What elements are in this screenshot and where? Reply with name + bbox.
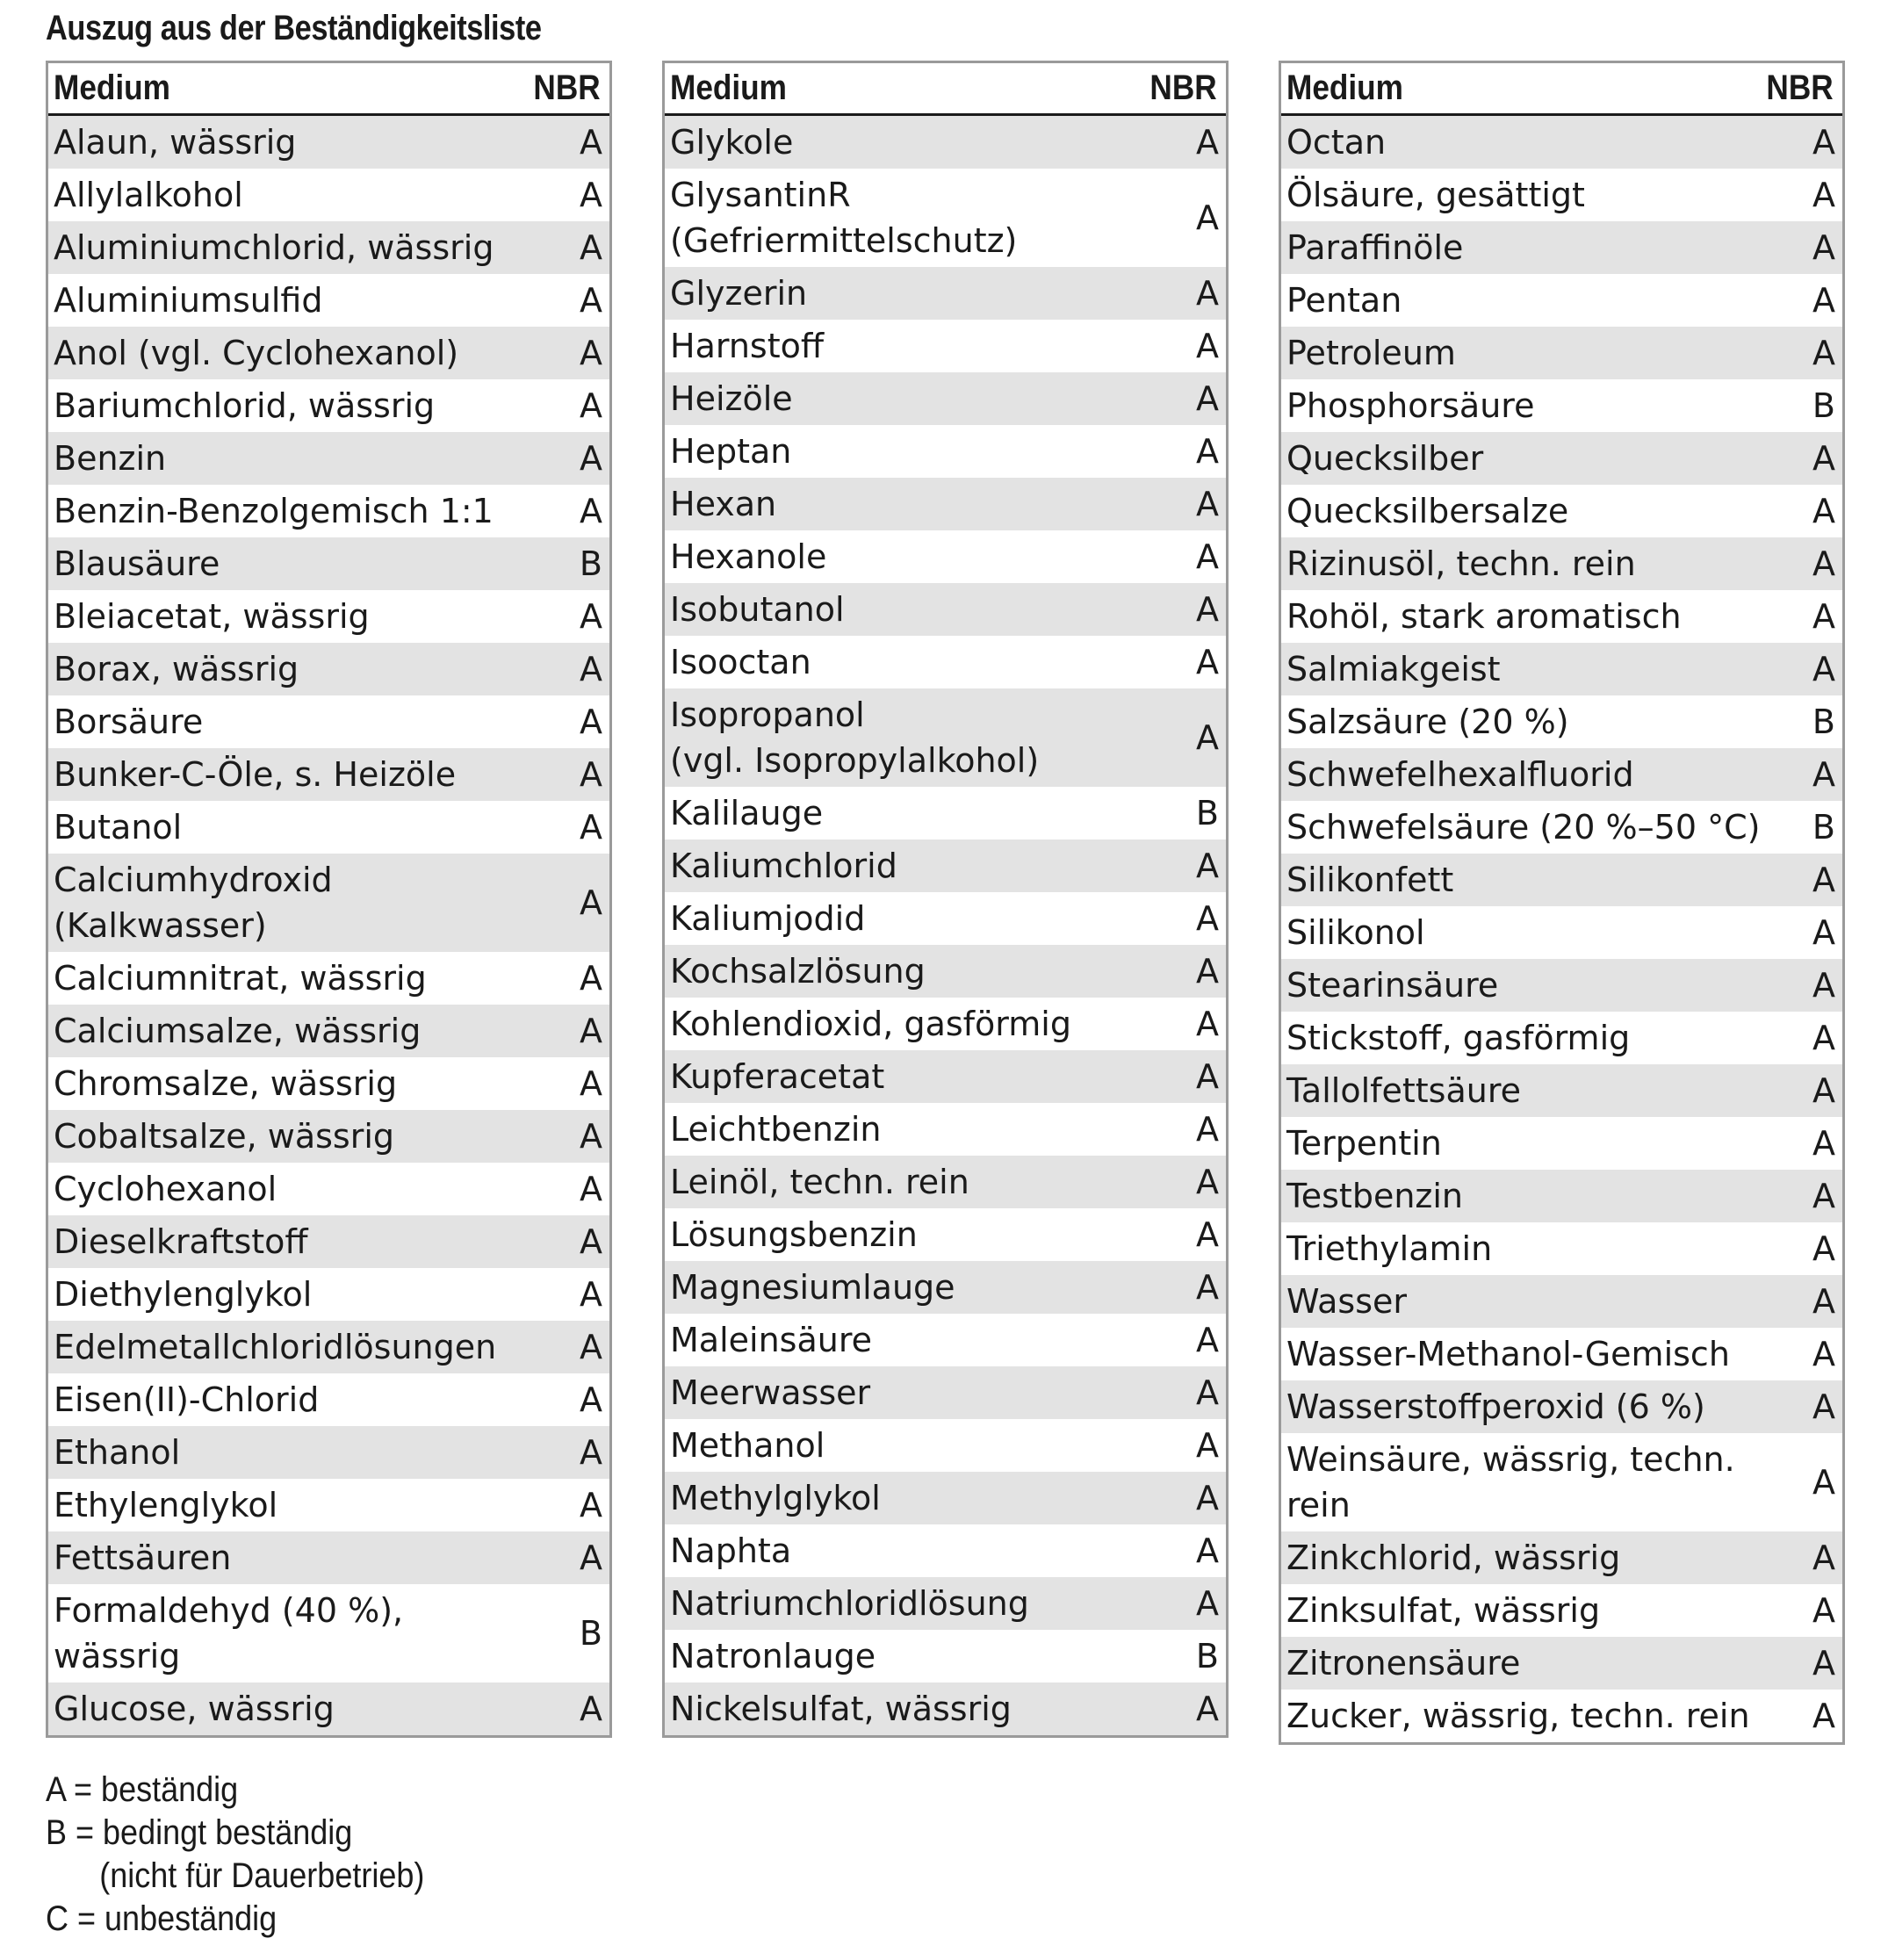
table-row: [1281, 221, 1842, 274]
cell-nbr-rating: A: [1812, 1071, 1835, 1110]
table-row: [48, 116, 609, 169]
cell-medium: Schwefelhexalfluorid: [1286, 755, 1634, 794]
table-row: [665, 1208, 1226, 1261]
cell-medium: GlysantinR (Gefriermittelschutz): [670, 176, 1018, 260]
table-row: [665, 1314, 1226, 1366]
column-header-medium: Medium: [1286, 68, 1403, 107]
legend-item-b-note: (nicht für Dauerbetrieb): [99, 1856, 425, 1895]
table-row: [48, 1110, 609, 1163]
table-header: [48, 63, 609, 116]
cell-nbr-rating: A: [580, 176, 602, 214]
table-row: [665, 1103, 1226, 1156]
cell-medium: Stickstoff, gasförmig: [1286, 1019, 1631, 1057]
cell-medium: Natronlauge: [670, 1637, 876, 1675]
cell-medium: Paraffinöle: [1286, 228, 1464, 267]
cell-medium: Dieselkraftstoff: [54, 1222, 308, 1261]
table-row: [48, 169, 609, 221]
cell-nbr-rating: A: [1196, 1163, 1219, 1201]
cell-nbr-rating: B: [1195, 794, 1219, 832]
table-row: [1281, 274, 1842, 327]
cell-nbr-rating: A: [1196, 952, 1219, 991]
table-row: [665, 478, 1226, 530]
table-row: [1281, 1064, 1842, 1117]
cell-medium: Leichtbenzin: [670, 1110, 882, 1149]
cell-medium: Rohöl, stark aromatisch: [1286, 597, 1682, 636]
cell-medium: Methanol: [670, 1426, 825, 1465]
table-row: [665, 583, 1226, 636]
table-body: [48, 116, 609, 1735]
cell-medium: Ethanol: [54, 1433, 181, 1472]
table-row: [1281, 1275, 1842, 1328]
cell-medium: Eisen(II)-Chlorid: [54, 1380, 320, 1419]
cell-nbr-rating: A: [1196, 590, 1219, 629]
cell-medium: Diethylenglykol: [54, 1275, 313, 1314]
table-row: [48, 1584, 609, 1683]
cell-medium: Glykole: [670, 123, 794, 162]
cell-nbr-rating: A: [580, 1117, 602, 1156]
cell-nbr-rating: A: [1196, 847, 1219, 885]
cell-nbr-rating: A: [1196, 643, 1219, 681]
table-row: [1281, 590, 1842, 643]
table-row: [665, 425, 1226, 478]
cell-medium: Borax, wässrig: [54, 650, 299, 688]
legend-item-a: A = beständig: [46, 1770, 239, 1809]
cell-nbr-rating: A: [580, 883, 602, 922]
table-row: [665, 1524, 1226, 1577]
cell-medium: Triethylamin: [1286, 1229, 1493, 1268]
cell-medium: Zinksulfat, wässrig: [1286, 1591, 1601, 1630]
cell-nbr-rating: A: [1196, 899, 1219, 938]
cell-nbr-rating: A: [580, 492, 602, 530]
cell-medium: Kohlendioxid, gasförmig: [670, 1005, 1071, 1043]
cell-medium: Fettsäuren: [54, 1538, 232, 1577]
legend-item-c: C = unbeständig: [46, 1899, 277, 1938]
cell-nbr-rating: A: [1196, 1584, 1219, 1623]
table-row: [665, 169, 1226, 267]
table-row: [48, 854, 609, 952]
cell-nbr-rating: A: [580, 1064, 602, 1103]
cell-nbr-rating: A: [1812, 492, 1835, 530]
table-body: [665, 116, 1226, 1735]
cell-medium: Terpentin: [1286, 1124, 1442, 1163]
cell-medium: Aluminiumsulfid: [54, 281, 323, 320]
table-row: [48, 695, 609, 748]
cell-medium: Schwefelsäure (20 %–50 °C): [1286, 808, 1761, 847]
table-row: [665, 1050, 1226, 1103]
table-row: [1281, 537, 1842, 590]
cell-medium: Tallolfettsäure: [1286, 1071, 1522, 1110]
table-row: [1281, 379, 1842, 432]
cell-medium: Pentan: [1286, 281, 1402, 320]
cell-medium: Isobutanol: [670, 590, 845, 629]
cell-nbr-rating: B: [1812, 808, 1835, 847]
table-row: [1281, 1584, 1842, 1637]
table-row: [1281, 432, 1842, 485]
table-row: [48, 1531, 609, 1584]
cell-nbr-rating: A: [580, 1380, 602, 1419]
cell-medium: Meerwasser: [670, 1373, 871, 1412]
table-row: [48, 1005, 609, 1057]
cell-medium: Blausäure: [54, 544, 220, 583]
cell-nbr-rating: A: [1812, 1335, 1835, 1373]
cell-medium: Alaun, wässrig: [54, 123, 297, 162]
cell-medium: Calciumnitrat, wässrig: [54, 959, 427, 998]
table-row: [1281, 485, 1842, 537]
cell-nbr-rating: A: [1196, 537, 1219, 576]
cell-medium: Zitronensäure: [1286, 1644, 1521, 1683]
cell-nbr-rating: A: [580, 650, 602, 688]
cell-medium: Zinkchlorid, wässrig: [1286, 1538, 1621, 1577]
column-header-nbr: NBR: [1149, 68, 1217, 107]
cell-nbr-rating: A: [1812, 861, 1835, 899]
table-row: [48, 1163, 609, 1215]
cell-medium: Leinöl, techn. rein: [670, 1163, 969, 1201]
table-row: [1281, 116, 1842, 169]
table-row: [665, 636, 1226, 688]
cell-nbr-rating: A: [1812, 1591, 1835, 1630]
cell-medium: Ethylenglykol: [54, 1486, 278, 1524]
table-row: [665, 1261, 1226, 1314]
cell-medium: Salmiakgeist: [1286, 650, 1501, 688]
cell-medium: Bariumchlorid, wässrig: [54, 386, 436, 425]
cell-nbr-rating: A: [580, 1538, 602, 1577]
cell-medium: Kaliumchlorid: [670, 847, 897, 885]
cell-medium: Bleiacetat, wässrig: [54, 597, 370, 636]
cell-nbr-rating: A: [1196, 1321, 1219, 1359]
cell-nbr-rating: A: [1196, 1531, 1219, 1570]
cell-nbr-rating: A: [1812, 281, 1835, 320]
cell-nbr-rating: A: [1196, 198, 1219, 237]
cell-nbr-rating: A: [580, 1486, 602, 1524]
table-row: [665, 1156, 1226, 1208]
cell-medium: Petroleum: [1286, 334, 1456, 372]
cell-nbr-rating: A: [1812, 966, 1835, 1005]
cell-medium: Kochsalzlösung: [670, 952, 926, 991]
table-row: [1281, 1170, 1842, 1222]
cell-nbr-rating: A: [1196, 379, 1219, 418]
cell-medium: Benzin-Benzolgemisch 1:1: [54, 492, 494, 530]
cell-medium: Salzsäure (20 %): [1286, 703, 1569, 741]
table-row: [48, 1426, 609, 1479]
cell-medium: Borsäure: [54, 703, 204, 741]
resistance-table-1: [46, 61, 612, 1738]
cell-nbr-rating: A: [1812, 1019, 1835, 1057]
cell-nbr-rating: A: [1812, 1229, 1835, 1268]
table-row: [1281, 748, 1842, 801]
cell-nbr-rating: A: [580, 703, 602, 741]
cell-medium: Kupferacetat: [670, 1057, 885, 1096]
cell-nbr-rating: A: [1812, 176, 1835, 214]
resistance-table-2: [662, 61, 1229, 1738]
table-row: [665, 1472, 1226, 1524]
cell-medium: Cobaltsalze, wässrig: [54, 1117, 395, 1156]
cell-nbr-rating: A: [1196, 1057, 1219, 1096]
table-row: [48, 1215, 609, 1268]
cell-nbr-rating: A: [580, 1222, 602, 1261]
table-row: [48, 643, 609, 695]
cell-medium: Isooctan: [670, 643, 811, 681]
cell-medium: Calciumsalze, wässrig: [54, 1012, 422, 1050]
cell-nbr-rating: A: [1812, 1177, 1835, 1215]
table-row: [1281, 1380, 1842, 1433]
table-row: [48, 590, 609, 643]
cell-medium: Glucose, wässrig: [54, 1690, 335, 1728]
cell-medium: Kaliumjodid: [670, 899, 866, 938]
table-row: [1281, 1531, 1842, 1584]
table-row: [1281, 854, 1842, 906]
cell-nbr-rating: A: [580, 755, 602, 794]
table-row: [665, 1577, 1226, 1630]
cell-medium: Lösungsbenzin: [670, 1215, 918, 1254]
table-row: [48, 327, 609, 379]
table-row: [48, 537, 609, 590]
cell-medium: Ölsäure, gesättigt: [1286, 176, 1585, 214]
table-row: [48, 1683, 609, 1735]
table-row: [1281, 1433, 1842, 1531]
table-row: [1281, 327, 1842, 379]
table-row: [48, 1321, 609, 1373]
table-row: [1281, 906, 1842, 959]
cell-medium: Natriumchloridlösung: [670, 1584, 1029, 1623]
table-row: [1281, 1690, 1842, 1742]
table-row: [665, 945, 1226, 998]
column-header-medium: Medium: [670, 68, 787, 107]
cell-nbr-rating: A: [580, 1328, 602, 1366]
table-row: [1281, 169, 1842, 221]
cell-medium: Stearinsäure: [1286, 966, 1499, 1005]
cell-nbr-rating: A: [580, 386, 602, 425]
table-row: [48, 221, 609, 274]
cell-medium: Weinsäure, wässrig, techn. rein: [1286, 1440, 1735, 1524]
table-row: [1281, 1117, 1842, 1170]
table-row: [665, 372, 1226, 425]
legend: [46, 1769, 466, 1941]
cell-nbr-rating: A: [1812, 1387, 1835, 1426]
table-row: [665, 1366, 1226, 1419]
cell-medium: Phosphorsäure: [1286, 386, 1535, 425]
table-row: [1281, 1012, 1842, 1064]
table-row: [48, 485, 609, 537]
table-row: [48, 952, 609, 1005]
cell-medium: Heptan: [670, 432, 792, 471]
cell-medium: Cyclohexanol: [54, 1170, 277, 1208]
cell-nbr-rating: A: [1812, 439, 1835, 478]
cell-medium: Silikonol: [1286, 913, 1425, 952]
table-row: [48, 1373, 609, 1426]
cell-nbr-rating: B: [1812, 386, 1835, 425]
cell-nbr-rating: A: [580, 959, 602, 998]
cell-nbr-rating: B: [579, 1614, 602, 1653]
table-row: [665, 320, 1226, 372]
table-row: [1281, 1222, 1842, 1275]
cell-medium: Silikonfett: [1286, 861, 1454, 899]
table-row: [48, 432, 609, 485]
table-body: [1281, 116, 1842, 1742]
cell-nbr-rating: A: [1812, 123, 1835, 162]
cell-medium: Octan: [1286, 123, 1387, 162]
cell-nbr-rating: A: [1812, 228, 1835, 267]
cell-nbr-rating: A: [1196, 1690, 1219, 1728]
table-row: [1281, 1637, 1842, 1690]
cell-nbr-rating: A: [580, 1012, 602, 1050]
cell-medium: Nickelsulfat, wässrig: [670, 1690, 1012, 1728]
cell-nbr-rating: A: [1196, 432, 1219, 471]
table-row: [48, 274, 609, 327]
cell-medium: Glyzerin: [670, 274, 808, 313]
table-row: [665, 1630, 1226, 1683]
cell-medium: Butanol: [54, 808, 183, 847]
cell-nbr-rating: A: [1812, 1697, 1835, 1735]
table-row: [665, 1683, 1226, 1735]
cell-nbr-rating: A: [580, 123, 602, 162]
table-row: [665, 787, 1226, 839]
table-row: [665, 1419, 1226, 1472]
cell-medium: Calciumhydroxid (Kalkwasser): [54, 861, 333, 945]
cell-nbr-rating: A: [1196, 1215, 1219, 1254]
cell-medium: Maleinsäure: [670, 1321, 872, 1359]
table-row: [665, 267, 1226, 320]
cell-nbr-rating: A: [1196, 1426, 1219, 1465]
cell-nbr-rating: A: [1812, 1644, 1835, 1683]
table-row: [1281, 959, 1842, 1012]
cell-medium: Magnesiumlauge: [670, 1268, 955, 1307]
resistance-table-3: [1279, 61, 1845, 1745]
cell-medium: Heizöle: [670, 379, 793, 418]
column-header-nbr: NBR: [1766, 68, 1834, 107]
cell-medium: Chromsalze, wässrig: [54, 1064, 398, 1103]
cell-nbr-rating: A: [580, 808, 602, 847]
cell-medium: Quecksilber: [1286, 439, 1484, 478]
table-row: [665, 530, 1226, 583]
cell-nbr-rating: A: [1812, 650, 1835, 688]
table-row: [665, 839, 1226, 892]
cell-nbr-rating: A: [1196, 1479, 1219, 1517]
cell-nbr-rating: A: [1812, 1124, 1835, 1163]
cell-medium: Wasser: [1286, 1282, 1408, 1321]
cell-nbr-rating: A: [1812, 1282, 1835, 1321]
cell-medium: Methylglykol: [670, 1479, 881, 1517]
table-row: [665, 688, 1226, 787]
table-header: [665, 63, 1226, 116]
cell-nbr-rating: A: [580, 281, 602, 320]
cell-nbr-rating: A: [580, 1690, 602, 1728]
cell-medium: Rizinusöl, techn. rein: [1286, 544, 1636, 583]
cell-nbr-rating: A: [1812, 544, 1835, 583]
cell-medium: Hexanole: [670, 537, 827, 576]
table-row: [1281, 801, 1842, 854]
cell-nbr-rating: A: [1812, 913, 1835, 952]
cell-nbr-rating: A: [1196, 1005, 1219, 1043]
cell-nbr-rating: A: [580, 439, 602, 478]
cell-medium: Formaldehyd (40 %), wässrig: [54, 1591, 404, 1675]
cell-medium: Kalilauge: [670, 794, 824, 832]
cell-nbr-rating: A: [1196, 1373, 1219, 1412]
table-row: [48, 1268, 609, 1321]
cell-nbr-rating: A: [580, 228, 602, 267]
cell-nbr-rating: A: [1812, 1463, 1835, 1502]
table-row: [48, 1479, 609, 1531]
cell-nbr-rating: A: [1812, 755, 1835, 794]
cell-medium: Harnstoff: [670, 327, 825, 365]
column-header-medium: Medium: [54, 68, 170, 107]
table-row: [1281, 695, 1842, 748]
table-header: [1281, 63, 1842, 116]
cell-nbr-rating: B: [579, 544, 602, 583]
cell-nbr-rating: A: [580, 597, 602, 636]
cell-nbr-rating: A: [1196, 485, 1219, 523]
cell-nbr-rating: A: [1812, 597, 1835, 636]
cell-nbr-rating: A: [1812, 1538, 1835, 1577]
column-header-nbr: NBR: [533, 68, 601, 107]
cell-medium: Aluminiumchlorid, wässrig: [54, 228, 494, 267]
cell-medium: Quecksilbersalze: [1286, 492, 1569, 530]
cell-nbr-rating: A: [1196, 123, 1219, 162]
table-row: [48, 801, 609, 854]
legend-item-b: B = bedingt beständig: [46, 1813, 353, 1852]
table-row: [1281, 643, 1842, 695]
cell-medium: Wasser-Methanol-Gemisch: [1286, 1335, 1730, 1373]
cell-medium: Allylalkohol: [54, 176, 243, 214]
cell-nbr-rating: A: [1812, 334, 1835, 372]
table-row: [48, 1057, 609, 1110]
cell-medium: Zucker, wässrig, techn. rein: [1286, 1697, 1750, 1735]
cell-nbr-rating: A: [580, 1170, 602, 1208]
table-row: [665, 116, 1226, 169]
table-row: [48, 379, 609, 432]
cell-nbr-rating: A: [1196, 718, 1219, 757]
cell-nbr-rating: B: [1812, 703, 1835, 741]
cell-nbr-rating: A: [580, 334, 602, 372]
cell-nbr-rating: A: [1196, 1268, 1219, 1307]
cell-nbr-rating: A: [580, 1275, 602, 1314]
cell-medium: Wasserstoffperoxid (6 %): [1286, 1387, 1705, 1426]
cell-nbr-rating: B: [1195, 1637, 1219, 1675]
cell-medium: Benzin: [54, 439, 167, 478]
cell-nbr-rating: A: [1196, 1110, 1219, 1149]
cell-medium: Hexan: [670, 485, 777, 523]
cell-nbr-rating: A: [1196, 327, 1219, 365]
cell-nbr-rating: A: [1196, 274, 1219, 313]
cell-medium: Edelmetallchloridlösungen: [54, 1328, 497, 1366]
cell-medium: Naphta: [670, 1531, 792, 1570]
table-row: [665, 998, 1226, 1050]
cell-medium: Anol (vgl. Cyclohexanol): [54, 334, 459, 372]
cell-medium: Isopropanol (vgl. Isopropylalkohol): [670, 695, 1040, 780]
page-title: Auszug aus der Beständigkeitsliste: [46, 9, 542, 47]
table-row: [1281, 1328, 1842, 1380]
cell-medium: Bunker-C-Öle, s. Heizöle: [54, 755, 457, 794]
cell-medium: Testbenzin: [1286, 1177, 1464, 1215]
cell-nbr-rating: A: [580, 1433, 602, 1472]
table-row: [48, 748, 609, 801]
table-row: [665, 892, 1226, 945]
